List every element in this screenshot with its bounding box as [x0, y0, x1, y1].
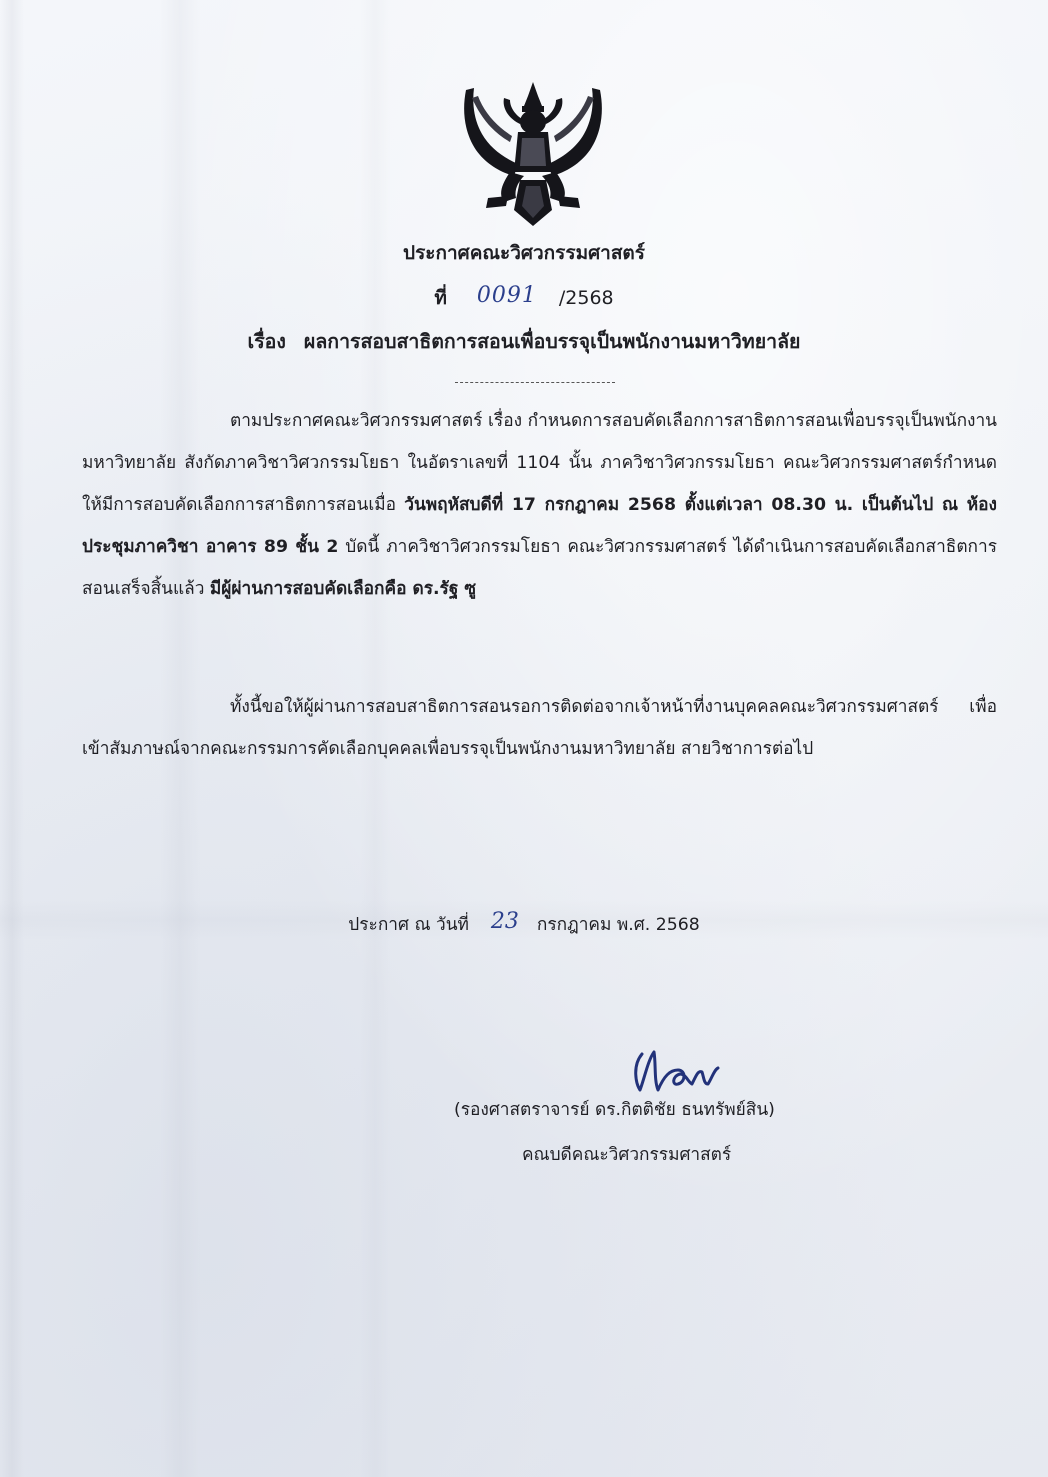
passed-candidate: มีผู้ผ่านการสอบคัดเลือกคือ ดร.รัฐ ซู [209, 579, 477, 599]
document-number-year: /2568 [558, 287, 614, 309]
body-paragraph-1 [82, 400, 997, 610]
paragraph-1-text: ตามประกาศคณะวิศวกรรมศาสตร์ เรื่อง กำหนดการสอบคัดเลือกการสาธิตการสอนเพื่อบรรจุเป็นพนักงานมหาวิทยาลัย สังกัดภาควิชาวิศวกรรมโยธา ในอัตราเลขที่ 1104 นั้น ภาควิชาวิศวกรรมโยธา คณะวิศวกรรมศาสตร์กำหนดให้มีการสอบคัดเลือกการสาธิตการสอนเมื่อ [82, 411, 997, 515]
handwritten-day: 23 [490, 909, 519, 934]
paragraph-1-text-continued: บัดนี้ ภาควิชาวิศวกรรมโยธา คณะวิศวกรรมศาสตร์ ได้ดำเนินการสอบคัดเลือกสาธิตการสอนเสร็จสิ้นแล้ว [82, 537, 997, 599]
announcement-date-suffix: กรกฎาคม พ.ศ. 2568 [536, 915, 700, 935]
exam-date-location: วันพฤหัสบดีที่ 17 กรกฎาคม 2568 ตั้งแต่เวลา 08.30 น. เป็นต้นไป ณ ห้องประชุมภาควิชา อาคาร 89 ชั้น 2 [82, 495, 997, 557]
title-divider [455, 382, 615, 383]
subject-text: ผลการสอบสาธิตการสอนเพื่อบรรจุเป็นพนักงานมหาวิทยาลัย [303, 330, 801, 353]
handwritten-document-number: 0091 [476, 283, 537, 308]
document-subject [0, 326, 1048, 357]
garuda-emblem-icon [458, 80, 608, 228]
signer-position: คณบดีคณะวิศวกรรมศาสตร์ [522, 1145, 732, 1165]
paragraph-2-text: ทั้งนี้ขอให้ผู้ผ่านการสอบสาธิตการสอนรอการติดต่อจากเจ้าหน้าที่งานบุคคลคณะวิศวกรรมศาสตร์ เพื่อเข้าสัมภาษณ์จากคณะกรรมการคัดเลือกบุคคลเพื่อบรรจุเป็นพนักงานมหาวิทยาลัย สายวิชาการต่อไป [82, 697, 997, 759]
document-title: ประกาศคณะวิศวกรรมศาสตร์ [403, 242, 645, 264]
announcement-date-prefix: ประกาศ ณ วันที่ [348, 915, 469, 935]
document-number-label: ที่ [434, 287, 447, 309]
paper-fold-shadow [0, 0, 24, 1477]
signer-name: (รองศาสตราจารย์ ดร.กิตติชัย ธนทรัพย์สิน) [454, 1100, 775, 1120]
body-paragraph-2 [82, 686, 997, 770]
announcement-date [0, 910, 1048, 938]
document-number [0, 283, 1048, 313]
handwritten-signature [628, 1040, 728, 1100]
subject-label: เรื่อง [247, 330, 286, 353]
